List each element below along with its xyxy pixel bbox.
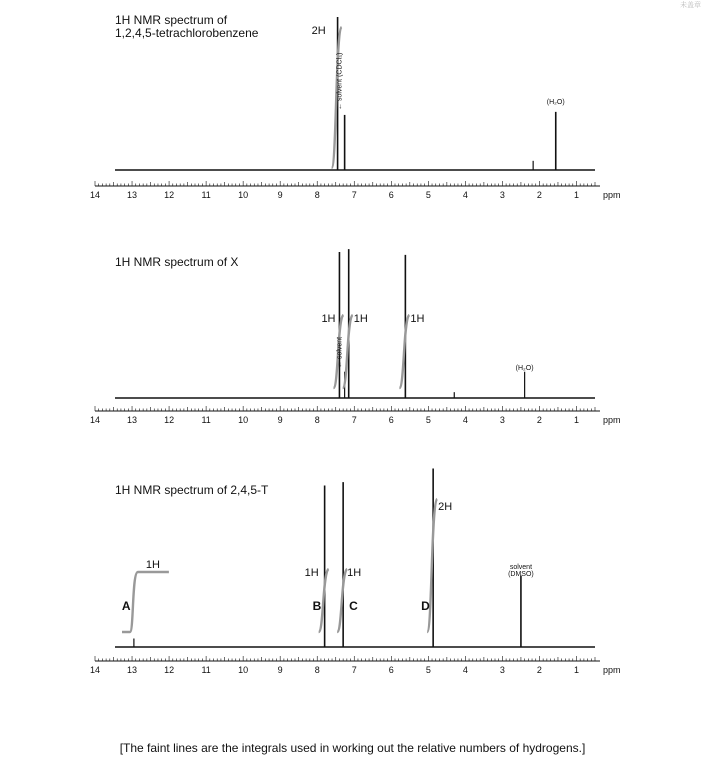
tick-label: 7 [351, 665, 357, 675]
integral-label: 1H [410, 313, 425, 325]
tick-label: 4 [462, 665, 468, 675]
panel-title: 1H NMR spectrum of [115, 13, 228, 27]
tick-label: 3 [499, 190, 505, 200]
panel-title: 1H NMR spectrum of 2,4,5-T [115, 483, 269, 497]
spectrum-panel-tetrachlorobenzene [90, 13, 621, 200]
tick-label: 10 [238, 415, 249, 425]
integral-label: 1H [321, 313, 336, 325]
tick-label: 12 [164, 415, 175, 425]
tick-label: 7 [351, 415, 357, 425]
tick-label: 13 [127, 415, 138, 425]
spectrum-panel-245t [90, 469, 621, 676]
tick-label: 10 [238, 190, 249, 200]
tick-label: 1 [573, 665, 579, 675]
x-axis-label: ppm [603, 190, 621, 200]
tick-label: 2 [536, 190, 542, 200]
integral-curve [399, 315, 409, 388]
tick-label: 3 [499, 415, 505, 425]
integral-label: 1H [145, 559, 160, 571]
tick-label: 9 [277, 415, 283, 425]
panel-title: 1H NMR spectrum of X [115, 255, 239, 269]
tick-label: 9 [277, 190, 283, 200]
tick-label: 14 [89, 190, 101, 200]
solvent-annotation: solvent [509, 564, 533, 571]
integral-label: 2H [438, 501, 453, 513]
tick-label: 14 [89, 415, 101, 425]
integral-label: 1H [353, 313, 368, 325]
tick-label: 13 [127, 190, 138, 200]
tick-label: 5 [425, 415, 431, 425]
tick-label: 11 [201, 665, 211, 675]
peak-letter-a: A [121, 599, 131, 613]
tick-label: 11 [201, 415, 211, 425]
water-annotation: (H₂O) [515, 365, 534, 372]
integral-label: 2H [311, 25, 326, 37]
x-axis-label: ppm [603, 415, 621, 425]
tick-label: 4 [462, 190, 468, 200]
integral-label: 1H [304, 567, 319, 579]
integral-curve [337, 569, 347, 632]
solvent-annotation: (DMSO) [508, 571, 534, 578]
tick-label: 11 [201, 190, 211, 200]
footer-note: [The faint lines are the integrals used in working out the relative numbers of hydrogens.] [119, 741, 586, 755]
tick-label: 12 [164, 190, 175, 200]
tick-label: 1 [573, 415, 579, 425]
watermark: 未盖章 [680, 2, 701, 9]
tick-label: 3 [499, 665, 505, 675]
peak-letter-c: C [349, 599, 358, 613]
tick-label: 6 [388, 415, 394, 425]
water-annotation: (H₂O) [546, 99, 565, 106]
tick-label: 8 [314, 665, 320, 675]
solvent-annotation: ← solvent [336, 336, 344, 368]
tick-label: 1 [573, 190, 579, 200]
tick-label: 8 [314, 190, 320, 200]
peak-letter-d: D [421, 599, 430, 613]
tick-label: 5 [425, 665, 431, 675]
tick-label: 14 [89, 665, 101, 675]
tick-label: 4 [462, 415, 468, 425]
spectrum-panel-x [90, 249, 621, 425]
tick-label: 8 [314, 415, 320, 425]
panel-subtitle: 1,2,4,5-tetrachlorobenzene [115, 26, 259, 40]
integral-label: 1H [347, 567, 362, 579]
tick-label: 2 [536, 665, 542, 675]
tick-label: 12 [164, 665, 175, 675]
tick-label: 5 [425, 190, 431, 200]
tick-label: 13 [127, 665, 138, 675]
solvent-annotation: ← solvent (CDCl₃) [336, 52, 344, 110]
x-axis-label: ppm [603, 665, 621, 675]
tick-label: 6 [388, 665, 394, 675]
tick-label: 10 [238, 665, 249, 675]
tick-label: 9 [277, 665, 283, 675]
tick-label: 7 [351, 190, 357, 200]
tick-label: 6 [388, 190, 394, 200]
peak-letter-b: B [312, 599, 322, 613]
tick-label: 2 [536, 415, 542, 425]
